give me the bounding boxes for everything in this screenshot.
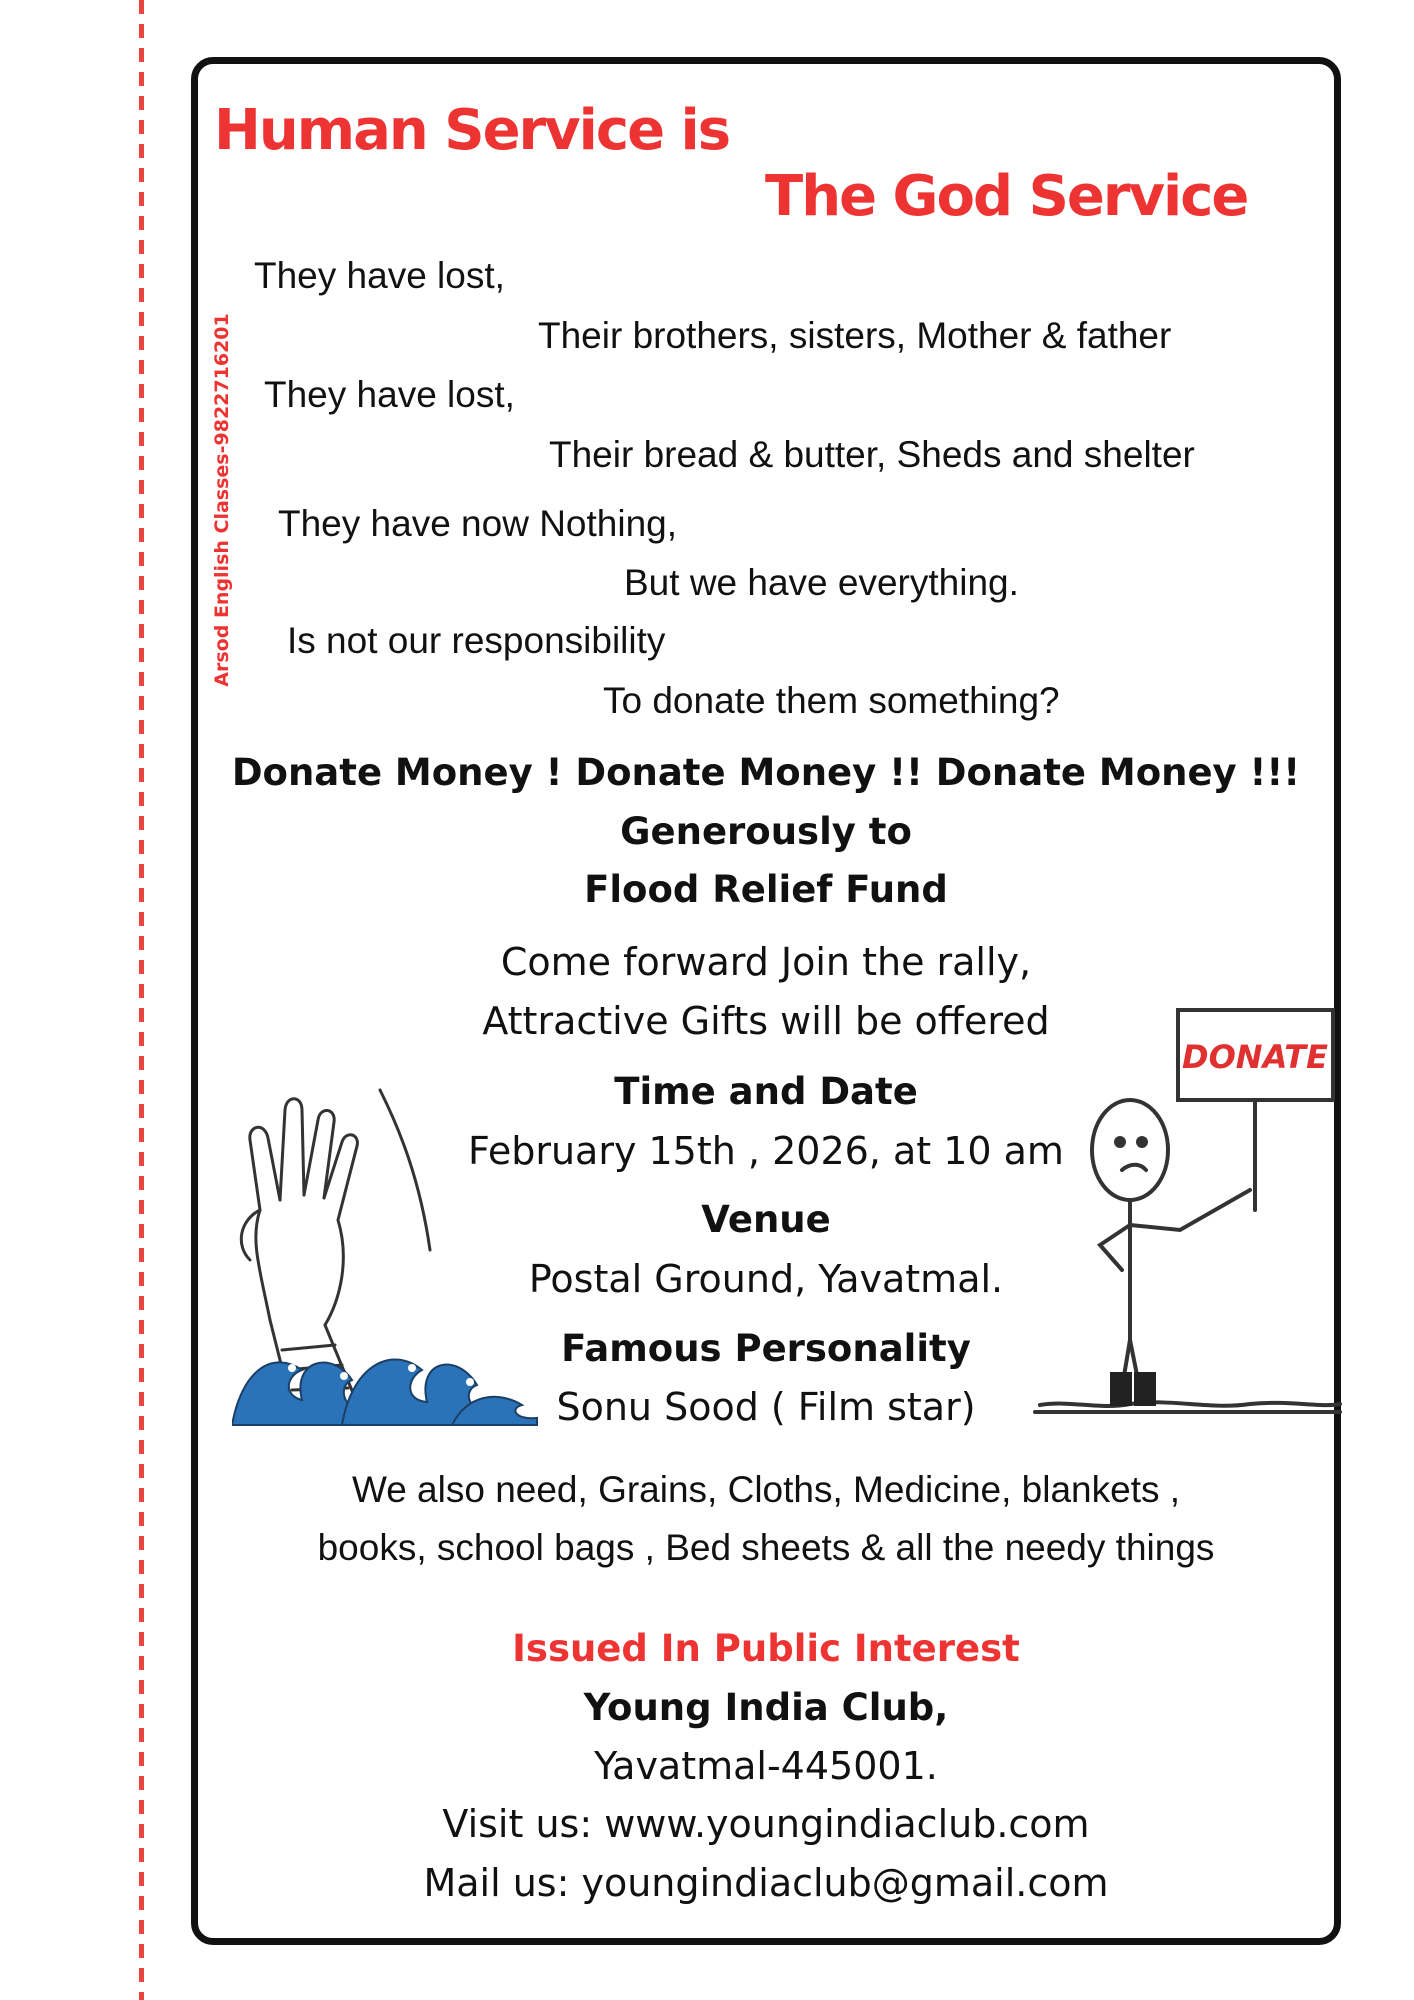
poem-line: They have lost, [264, 374, 515, 415]
invite-line-2: Attractive Gifts will be offered [482, 999, 1050, 1043]
appeal-line-3: Flood Relief Fund [584, 868, 948, 911]
needs-line-1: We also need, Grains, Cloths, Medicine, blankets , [351, 1469, 1181, 1510]
club-city: Yavatmal-445001. [594, 1744, 938, 1788]
title-line-2: The God Service [765, 164, 1248, 229]
poem-line: To donate them something? [603, 680, 1060, 721]
club-name: Young India Club, [583, 1686, 949, 1729]
invite-line-1: Come forward Join the rally, [500, 940, 1032, 984]
poem-line: But we have everything. [624, 562, 1019, 603]
time-heading: Time and Date [614, 1070, 918, 1113]
side-watermark: Arsod English Classes-9822716201 [211, 313, 233, 687]
needs-line-2: books, school bags , Bed sheets & all the needy things [317, 1527, 1215, 1568]
venue-heading: Venue [701, 1198, 831, 1241]
wave-icon [232, 1290, 542, 1430]
appeal-line-1: Donate Money ! Donate Money !! Donate Money !!! [231, 751, 1301, 794]
poem-line: Their bread & butter, Sheds and shelter [549, 434, 1195, 475]
appeal-line-2: Generously to [620, 810, 912, 853]
poem-line: They have now Nothing, [278, 503, 678, 544]
sign-label: DONATE [1182, 1038, 1328, 1076]
club-website: Visit us: www.youngindiaclub.com [442, 1802, 1090, 1846]
title-line-1: Human Service is [214, 98, 730, 163]
time-value: February 15th , 2026, at 10 am [468, 1129, 1064, 1173]
dashed-margin-line [139, 0, 144, 2000]
personality-value: Sonu Sood ( Film star) [556, 1385, 976, 1429]
venue-value: Postal Ground, Yavatmal. [528, 1257, 1004, 1301]
poem-line: Is not our responsibility [287, 620, 666, 661]
issued-label: Issued In Public Interest [512, 1627, 1020, 1670]
poem-line: Their brothers, sisters, Mother & father [538, 315, 1172, 356]
personality-heading: Famous Personality [561, 1327, 971, 1370]
poem-line: They have lost, [254, 255, 505, 296]
stick-figure-sign-icon [1030, 1000, 1350, 1430]
club-email: Mail us: youngindiaclub@gmail.com [423, 1861, 1109, 1905]
